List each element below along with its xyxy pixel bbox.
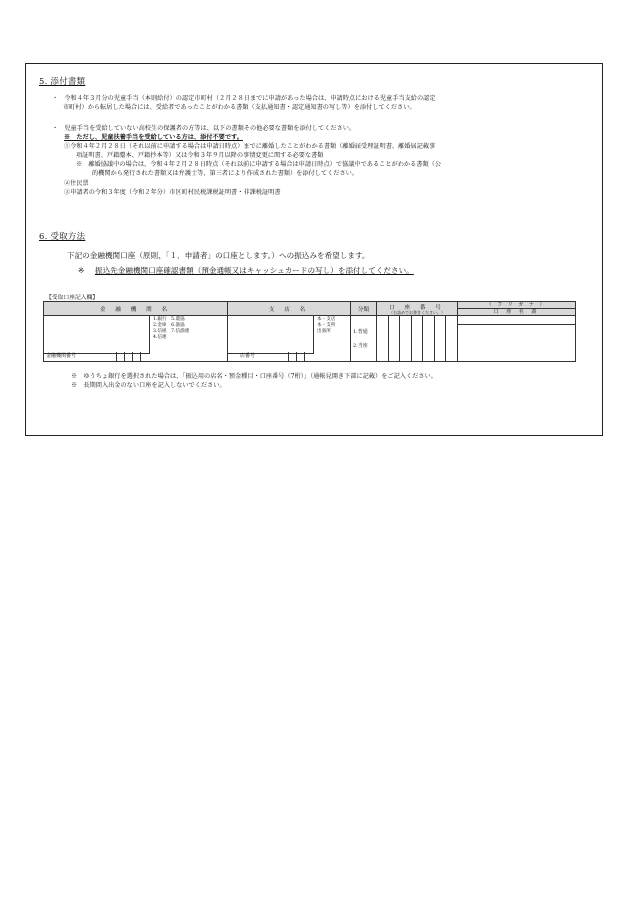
bank-code-boxes[interactable] [116, 352, 148, 361]
branch-name-header: 支 店 名 [228, 302, 351, 316]
branch-name-cell[interactable] [228, 316, 351, 362]
inactive-account-note: ※ 長期間入出金のない口座を記入しないでください。 [71, 382, 226, 389]
holder-name-header: 口 座 名 義 [493, 309, 540, 315]
furigana-input[interactable] [458, 316, 575, 325]
branch-type-options[interactable] [315, 317, 335, 335]
bank-type-option-4: 4.信連 [153, 335, 167, 340]
account-type-cell[interactable] [351, 316, 377, 362]
account-type-option-2: 2.当座 [353, 342, 368, 349]
attach-note-mark: ※ [78, 266, 85, 275]
furigana-header: （ フ リ ガ ナ ） [458, 302, 575, 309]
holder-name-input[interactable] [458, 325, 575, 361]
item-2: ②住民票 [64, 180, 89, 187]
item-1-note-line-2: 的機関から発行された書類又は弁護士等、第三者により作成された書類）を添付してください。 [92, 170, 359, 177]
holder-header [458, 302, 576, 316]
item-1-note-line-1: ※ 離婚協議中の場合は、令和４年２月２８日時点（それ以前に申請する場合は申請日時点）で協議中であることがわかる書類（公 [76, 161, 442, 168]
branch-code-label: 店番号 [240, 353, 256, 359]
transfer-request-text: 下記の金融機関口座（原則、「１．申請者」の口座とします。）への振込みを希望します。 [67, 251, 370, 260]
type-header: 分類 [351, 302, 377, 316]
yucho-note: ※ ゆうちょ銀行を選択された場合は、「振込用の店名・預金種目・口座番号（7桁）」（通帳見開き下部に記載）をご記入ください。 [71, 373, 437, 380]
item-3: ③申請者の令和３年度（令和２年分）市区町村民税課税証明書・非課税証明書 [64, 189, 281, 196]
bank-name-cell[interactable] [44, 316, 228, 362]
branch-type-option-3: 出張所 [317, 329, 331, 334]
account-table [43, 301, 576, 362]
bullet-2-line-1: ・ 児童手当を受給していない高校生の保護者の方等は、以下の書類その他必要な書類を添付してください。 [52, 125, 356, 132]
bullet-2-note: ※ ただし、児童扶養手当を受給している方は、添付不要です。 [64, 134, 243, 141]
item-1-line-1: ①令和４年２月２８日（それ以前に申請する場合は申請日時点）までに離婚したことがわかる書類（離婚届受理証明書、離婚届記載事 [64, 143, 436, 150]
section-6-title: 6. 受取方法 [39, 231, 86, 241]
account-table-label: 【受取口座記入欄】 [46, 295, 99, 301]
attach-note-text: 振込先金融機関口座確認書類（預金通帳又はキャッシュカードの写し）を添付してください。 [95, 266, 414, 275]
bank-name-header: 金 融 機 関 名 [44, 302, 228, 316]
bank-type-option-2: 2.金庫 6.漁協 [153, 323, 185, 328]
item-1-line-2: 項証明書、戸籍謄本、戸籍抄本等）又は令和３年９月以降の事情変更に関する必要な書類 [76, 152, 324, 159]
account-number-digit-boxes[interactable] [377, 316, 457, 361]
branch-code-boxes[interactable] [288, 352, 312, 361]
bank-type-options[interactable] [151, 317, 189, 341]
account-number-header-sub: （右詰めでお書きください。） [389, 309, 445, 315]
bank-name-input-area[interactable] [44, 316, 150, 354]
bullet-1-line-2: 市町村）から転居した場合には、受給者であったことがわかる書類（支払通知書・認定通知書の写し等）を添付してください。 [63, 104, 416, 111]
bank-type-option-3: 3.信組 7.信漁連 [153, 329, 190, 334]
account-type-option-1: 1.普通 [353, 328, 368, 335]
account-number-header-label: 口 座 番 号 [389, 304, 445, 311]
account-number-cell[interactable] [377, 316, 458, 362]
branch-type-option-2: 本・支所 [317, 323, 336, 328]
bullet-1-line-1: ・ 令和４年３月分の児童手当（本則給付）の認定市町村（２月２８日までに申請があった場合は、申請時点における児童手当支給の認定 [52, 95, 436, 102]
account-number-header [377, 302, 458, 316]
branch-name-input-area[interactable] [228, 316, 314, 354]
section-5-title: 5. 添付書類 [39, 76, 86, 86]
bank-code-label: 金融機関番号 [46, 353, 77, 359]
bank-type-option-1: 1.銀行 5.農協 [153, 317, 185, 322]
holder-cell[interactable] [458, 316, 576, 362]
branch-type-option-1: 本・支店 [317, 317, 336, 322]
